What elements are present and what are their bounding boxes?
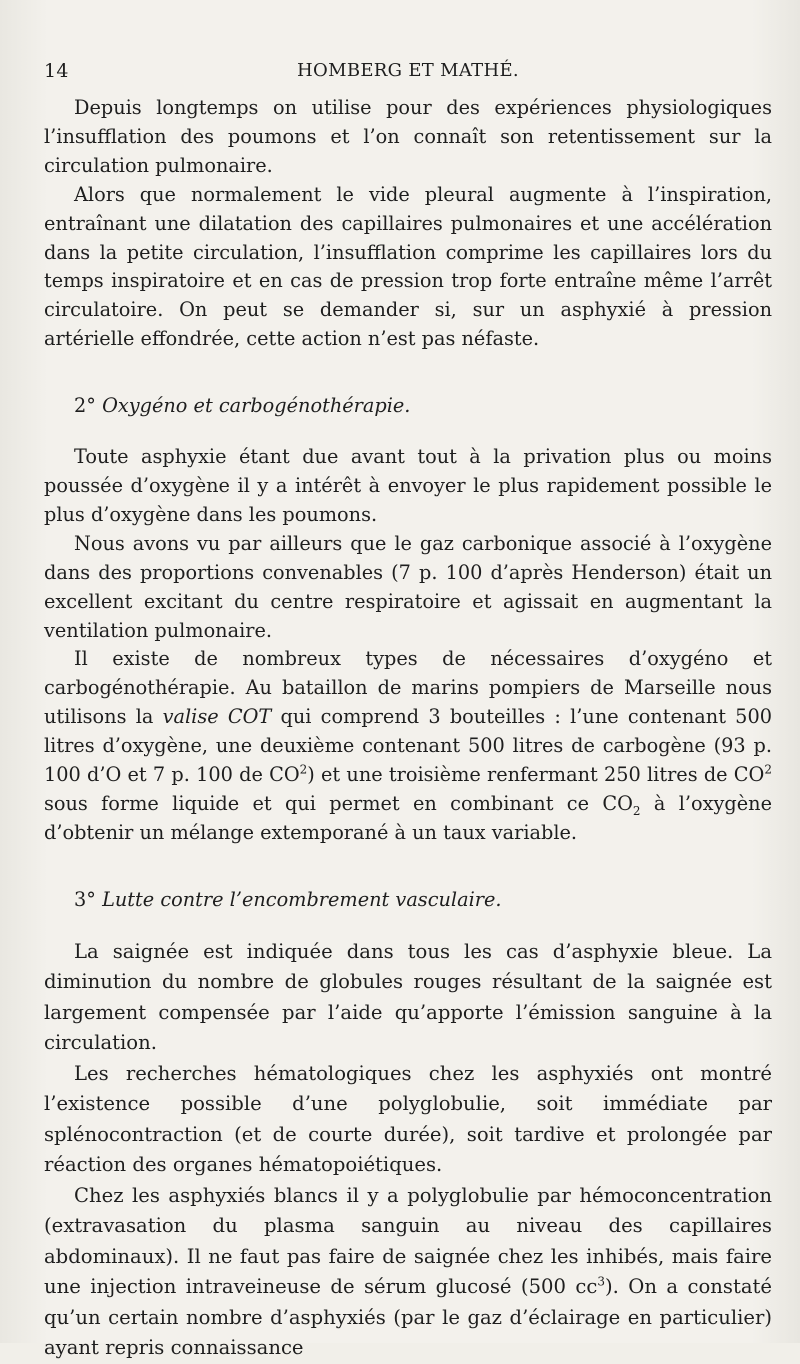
page-number: 14 <box>44 60 69 82</box>
section-number: 2° <box>74 394 96 418</box>
paragraph-cot-kit: Il existe de nombreux types de nécessaires d’oxygéno et carbogénothérapie. Au bataillon de marins pompiers de Marseille nous utilisons la valise COT qui comprend 3 bouteilles : l’une contenant 500 litres d’oxygène, une deuxième contenant 500 litres de carbogène (93 p. 100 d’O et 7 p. 100 de $CO^2$) et une troisième renfermant 250 litres de $CO^2$ sous forme liquide et qui permet en combinant ce $CO_2$ à l’oxygène d’obtenir un mélange extemporané à un taux variable. <box>44 647 772 844</box>
paragraph-bloodletting: La saignée est indiquée dans tous les cas d’asphyxie bleue. La diminution du nombre de globules rouges résultant de la saignée est largement compensée par l’aide qu’apporte l’émission sanguine à la circulation. <box>44 939 772 1055</box>
section-heading-vascular <box>44 886 772 915</box>
section-heading-oxygenotherapy <box>44 392 772 421</box>
paragraph-polyglobulia: Les recherches hématologiques chez les asphyxiés ont montré l’existence possible d’une polyglobulie, soit immédiate par splénocontraction (et de courte durée), soit tardive et prolongée par réaction des organes hématopoiétiques. <box>44 1061 772 1177</box>
section-title: Lutte contre l’encombrement vasculaire. <box>102 887 502 911</box>
running-header <box>44 52 772 86</box>
running-title: HOMBERG ET MATHÉ. <box>297 60 519 81</box>
section-number: 3° <box>74 887 96 911</box>
paragraph-white-asphyxia: Chez les asphyxiés blancs il y a polyglobulie par hémoconcentration (extravasation du plasma sanguin au niveau des capillaires abdominaux). Il ne faut pas faire de saignée chez les inhibés, mais faire une injection intraveineuse de sérum glucosé (500 $cc^3$). On a constaté qu’un certain nombre d’asphyxiés (par le gaz d’éclairage en particulier) ayant repris connaissance <box>44 1183 772 1360</box>
section-title: Oxygéno et carbogénothérapie. <box>102 394 411 418</box>
paragraph-oxygen-need: Toute asphyxie étant due avant tout à la privation plus ou moins poussée d’oxygène il y a intérêt à envoyer le plus rapidement possible le plus d’oxygène dans les poumons. <box>44 445 772 526</box>
paragraph-insufflation-effect: Alors que normalement le vide pleural augmente à l’inspiration, entraînant une dilatation des capillaires pulmonaires et une accélération dans la petite circulation, l’insufflation comprime les capillaires lors du temps inspiratoire et en cas de pression trop forte entraîne même l’arrêt circulatoire. On peut se demander si, sur un asphyxié à pression artérielle effondrée, cette action n’est pas néfaste. <box>44 182 772 351</box>
paragraph-insufflation-intro: Depuis longtemps on utilise pour des expériences physiologiques l’insufflation des poumons et l’on connaît son retentissement sur la circulation pulmonaire. <box>44 96 772 177</box>
body-text <box>44 94 772 1364</box>
paragraph-carbon-dioxide: Nous avons vu par ailleurs que le gaz carbonique associé à l’oxygène dans des proportions convenables (7 p. 100 d’après Henderson) était un excellent excitant du centre respiratoire et agissait en augmentant la ventilation pulmonaire. <box>44 531 772 642</box>
